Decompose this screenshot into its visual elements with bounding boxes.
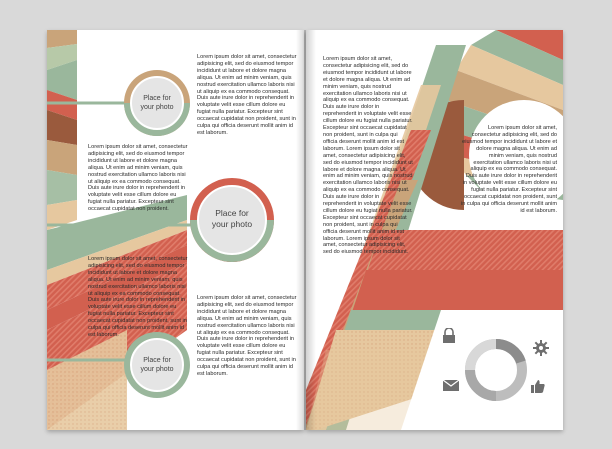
body-text-block: Lorem ipsum dolor sit amet, consectetur adipisicing elit, sed do eiusmod tempor incididunt ut labore et dolore magna aliqua. Ut enim ad minim veniam, quis nostrud exercitation ullamco laboris nisi ut aliquip ex ea commodo consequat. Duis aute irure dolor in reprehenderit in voluptate velit esse cillum dolore eu fugiat nulla pariatur. Excepteur sint occaecat cupidatat non proident, sunt in culpa qui officia deserunt mollit anim id est laborum. Lorem ipsum dolor sit amet, consectetur adipisicing elit, sed do eiusmod tempor incididunt ut labore et dolore magna aliqua. Ut enim ad minim veniam, quis nostrud exercitation ullamco laboris nisi ut aliquip ex ea commodo consequat. Duis aute irure dolor in reprehenderit in voluptate velit esse cillum dolore eu fugiat nulla pariatur. Excepteur sint occaecat cupidatat non proident, sunt in culpa qui officia deserunt mollit anim id est laborum. Lorem ipsum dolor sit amet, consectetur adipisicing elit, sed do eiusmod tempor incididunt. bbox=[323, 56, 413, 256]
body-text-block: Lorem ipsum dolor sit amet, consectetur adipisicing elit, sed do eiusmod tempor incididunt ut labore et dolore magna aliqua. Ut enim ad minim veniam, quis nostrud exercitation ullamco laboris nisi ut aliquip ex ea commodo consequat. Duis aute irure dolor in reprehenderit in voluptate velit esse cillum dolore eu fugiat nulla pariatur. Excepteur sint occaecat cupidatat non proident, sunt in culpa qui officia deserunt mollit anim id est laborum. bbox=[88, 256, 188, 338]
right-page bbox=[306, 30, 563, 430]
lock-icon bbox=[442, 328, 456, 344]
thumbs-up-icon bbox=[531, 380, 545, 393]
photo-placeholder-label: Place for your photo bbox=[140, 95, 174, 111]
body-text-block: Lorem ipsum dolor sit amet, consectetur adipisicing elit, sed do eiusmod tempor incididunt ut labore et dolore magna aliqua. Ut enim ad minim veniam, quis nostrud exercitation ullamco laboris nisi ut aliquip ex ea commodo consequat. Duis aute irure dolor in reprehenderit in voluptate velit esse cillum dolore eu fugiat nulla pariatur. Excepteur sint occaecat cupidatat non proident. bbox=[88, 144, 188, 213]
body-text-block: Lorem ipsum dolor sit amet, consectetur adipisicing elit, sed do eiusmod tempor incididunt ut labore et dolore magna aliqua. Ut enim ad minim veniam, quis nostrud exercitation ullamco laboris nisi ut aliquip ex ea commodo consequat. Duis aute irure dolor in reprehenderit in voluptate velit esse cillum dolore eu fugiat nulla pariatur. Excepteur sint occaecat cupidatat non proident, sunt in culpa qui officia deserunt mollit anim id est laborum. bbox=[197, 295, 297, 377]
body-text-block: Lorem ipsum dolor sit amet, consectetur adipisicing elit, sed do eiusmod tempor incididunt ut labore et dolore magna aliqua. Ut enim ad minim veniam, quis nostrud exercitation ullamco laboris nisi ut aliquip ex ea commodo consequat. Duis aute irure dolor in reprehenderit in voluptate velit esse cillum dolore eu fugiat nulla pariatur. Excepteur sint occaecat cupidatat non proident, sunt in culpa qui officia deserunt mollit anim id est laborum. bbox=[197, 54, 297, 136]
photo-placeholder-label: Place for your photo bbox=[140, 357, 174, 373]
body-text-block: Lorem ipsum dolor sit amet, consectetur adipisicing elit, sed do eiusmod tempor incididunt ut labore et dolore magna aliqua. Ut enim ad minim veniam, quis nostrud exercitation ullamco laboris nisi ut aliquip ex ea commodo consequat. Duis aute irure dolor in reprehenderit in voluptate velit esse cillum dolore eu fugiat nulla pariatur. Excepteur sint occaecat cupidatat non proident, sunt in culpa qui officia deserunt mollit anim id est laborum. bbox=[461, 125, 557, 214]
left-page bbox=[47, 30, 304, 430]
mail-icon bbox=[443, 380, 459, 391]
gear-icon bbox=[533, 340, 549, 356]
photo-placeholder-label: Place for your photo bbox=[211, 208, 253, 229]
